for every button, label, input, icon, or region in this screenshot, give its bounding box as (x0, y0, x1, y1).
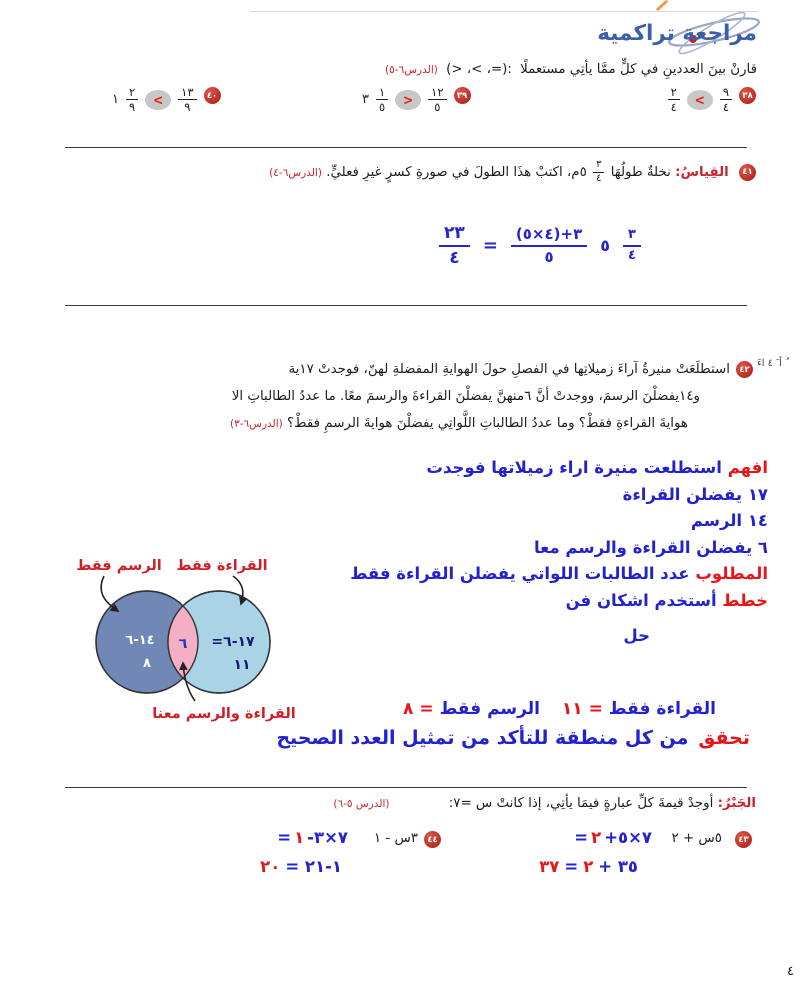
fraction-denominator: ٤ (722, 100, 729, 115)
reading-only-label: القراءة فقط (608, 699, 716, 719)
problem-number-badge: ٤٢ (736, 361, 753, 378)
problem-number-badge: ٤٣ (735, 831, 752, 848)
lesson-ref: (الدرس٦-٤) (269, 167, 322, 179)
fraction-denominator: ٤ (670, 100, 677, 115)
result-value: ٢٠ (260, 857, 281, 876)
measurement-work (390, 224, 690, 267)
algebra-work-43-line2 (539, 857, 638, 876)
equals-sign: = (277, 828, 292, 847)
mixed-fraction (623, 228, 641, 263)
algebra-expression-44: ٣س - ١ (373, 831, 418, 846)
algebra-header (333, 796, 756, 811)
fraction-numerator: ٩ (720, 86, 732, 100)
check-text: من كل منطقة للتأكد من تمثيل العدد الصحيح (276, 727, 689, 749)
fraction-numerator: ٢ (126, 86, 138, 100)
venn-bottom-label: القراءة والرسم معنا (152, 706, 296, 722)
drawing-only-value: ٨ (402, 699, 414, 719)
algebra-label: الجَبْرُ: (717, 796, 756, 811)
page-number: ٤ (787, 964, 794, 979)
required-label: المطلوب (695, 564, 768, 583)
lesson-ref: (الدرس٦-٣) (229, 418, 283, 430)
plan-label: خطط (722, 591, 768, 610)
reading-only-value: ١١ (561, 699, 583, 719)
mixed-whole-number: ٥ (600, 236, 611, 256)
comparison-operator: < (153, 90, 163, 109)
comparison-operator: > (403, 90, 413, 109)
page-title: مراجعة تراكمية (597, 21, 757, 46)
measurement-problem (269, 160, 756, 184)
understand-label: افهم (727, 458, 768, 477)
algebra-instruction: أوجدْ قيمةَ كلِّ عبارةٍ فيمَا يأتِي، إذا كانتْ س =٧: (448, 796, 714, 811)
comparison-answer-oval (395, 90, 421, 110)
expression-fraction (511, 226, 587, 265)
fraction (668, 86, 680, 113)
compare-symbols: (> ،< ،=): (446, 62, 512, 77)
venn-left-value: ٨ (143, 656, 151, 671)
fraction-denominator: ٥ (544, 247, 554, 266)
check-line (276, 727, 750, 749)
problem-number-badge: ٣٨ (739, 87, 756, 104)
equals-sign: = (574, 828, 589, 847)
fraction-numerator: ٢ (668, 86, 680, 100)
venn-left-label: الرسم فقط (76, 558, 162, 574)
compare-instruction (385, 62, 757, 77)
fraction-numerator: ٢٣ (439, 224, 470, 247)
fraction-denominator: ٥ (378, 100, 386, 115)
note-understand (426, 458, 768, 477)
fraction-numerator: ٣+(٤×٥) (511, 226, 587, 247)
venn-intersection-value: ٦ (178, 636, 188, 652)
fraction (593, 160, 604, 184)
result-value: ٣٧ (539, 857, 560, 876)
note-plan (566, 591, 768, 610)
survey-line1-tail: ُ أ َ ٤ اءَ (757, 358, 786, 369)
note-given-2: ١٤ الرسم (690, 511, 768, 530)
venn-right-label: القراءة فقط (176, 558, 268, 574)
section-divider (65, 147, 747, 148)
algebra-work-43-line1 (574, 828, 652, 847)
compare-problem-38 (668, 86, 756, 113)
comparison-answer-oval (687, 90, 713, 110)
note-given-1: ١٧ يفضلن القراءة (622, 485, 768, 504)
venn-left-expression: ١٤-٦ (125, 633, 155, 648)
mixed-whole-number: ١ (112, 92, 119, 108)
drawing-only-label: الرسم فقط (439, 699, 540, 719)
equals-sign: = (564, 857, 579, 876)
fraction-denominator: ٤ (628, 247, 636, 263)
survey-answer-line (403, 699, 716, 719)
fraction-denominator: ٩ (128, 100, 136, 115)
lesson-ref: (الدرس ٥-٦) (333, 798, 390, 810)
section-divider (65, 787, 747, 788)
note-given-3: ٦ يفضلن القراءة والرسم معا (533, 538, 768, 557)
venn-diagram (52, 549, 357, 727)
lesson-ref: (الدرس٦-٥) (385, 64, 438, 76)
fraction-numerator: ١ (376, 86, 388, 100)
substituted-expression: -٧×٣ (307, 828, 348, 847)
fraction (376, 86, 388, 113)
equals-sign: = (482, 235, 498, 257)
problem-number-badge: ٣٩ (454, 87, 471, 104)
compare-instruction-text: قارنْ بينَ العددينِ في كلٍّ ممَّا يأتِي مستعملًا (520, 62, 757, 77)
algebra-expression-43: ٥س + ٢ (671, 831, 722, 846)
fraction-numerator: ٣ (623, 228, 641, 246)
equals-sign: = (588, 699, 603, 719)
fraction-numerator: ١٢ (428, 86, 446, 100)
note-required (350, 564, 768, 583)
check-label: تحقق (698, 727, 750, 749)
problem-number-badge: ٤١ (739, 164, 756, 181)
substituted-expression: +٧×٥ (604, 828, 652, 847)
fraction-numerator: ٣ (593, 160, 604, 173)
plan-text: أستخدم اشكان فن (565, 591, 717, 610)
fraction-numerator: ١٣ (178, 86, 196, 100)
equals-sign: = (419, 699, 434, 719)
comparison-operator: < (695, 90, 705, 109)
note-solve-label: حل (623, 626, 650, 645)
section-divider (65, 305, 747, 306)
venn-right-value: ١١ (233, 657, 251, 673)
venn-right-expression: ١٧-٦= (211, 634, 255, 650)
fraction (720, 86, 732, 113)
problem-number-badge: ٤٠ (204, 87, 221, 104)
algebra-work-44-line2 (260, 857, 342, 876)
understand-text: استطلعت منيرة اراء زميلاتها فوجدت (426, 458, 722, 477)
fraction-denominator: ٤ (449, 247, 460, 268)
measurement-text-after: ٥م، اكتبْ هذَا الطولَ في صورةِ كسرٍ غيرِ فعليٍّ. (326, 165, 587, 180)
fraction (428, 86, 446, 113)
survey-line2: و١٤يفضلْنَ الرسمَ، ووجدتْ أنَّ ٦منهنَّ يفضلْنَ القراءةَ والرسمَ معًا. ما عددُ الطالباتِ الا (231, 389, 700, 404)
survey-line1: استطلَعَتْ منيرةُ آراءَ زميلاتِها في الفصلِ حولَ الهوايةِ المفضلةِ لهنّ، فوجدتْ ١٧ية (288, 362, 730, 377)
fraction-denominator: ٩ (184, 100, 191, 115)
fraction (178, 86, 196, 113)
comparison-answer-oval (145, 90, 171, 110)
measurement-label: القِياسُ: (675, 165, 729, 180)
mixed-whole-number: ٣ (362, 92, 369, 108)
survey-line3-text: هوايةَ القراءةِ فقطْ؟ وما عددُ الطالباتِ اللَّواتِي يفضلْنَ هوايةَ الرسمِ فقطْ؟ (287, 416, 688, 431)
result-fraction (439, 224, 470, 267)
substituted-constant: ١ (294, 828, 305, 847)
substituted-constant: ٢ (583, 857, 594, 876)
fraction-denominator: ٥ (434, 100, 441, 115)
algebra-work-44-line1 (277, 828, 348, 847)
partial-difference: = ١-٢١ (285, 857, 342, 876)
measurement-text-before: نخلةٌ طولُهَا (610, 165, 671, 180)
problem-number-badge: ٤٤ (424, 831, 441, 848)
fraction (126, 86, 138, 113)
compare-problem-39 (362, 86, 471, 113)
survey-line3 (230, 416, 688, 431)
required-text: عدد الطالبات اللواتي يفضلن القراءة فقط (350, 564, 690, 583)
compare-problem-40 (112, 86, 221, 113)
fraction-denominator: ٤ (596, 172, 602, 184)
substituted-constant: ٢ (591, 828, 602, 847)
partial-sum: + ٣٥ (598, 857, 638, 876)
